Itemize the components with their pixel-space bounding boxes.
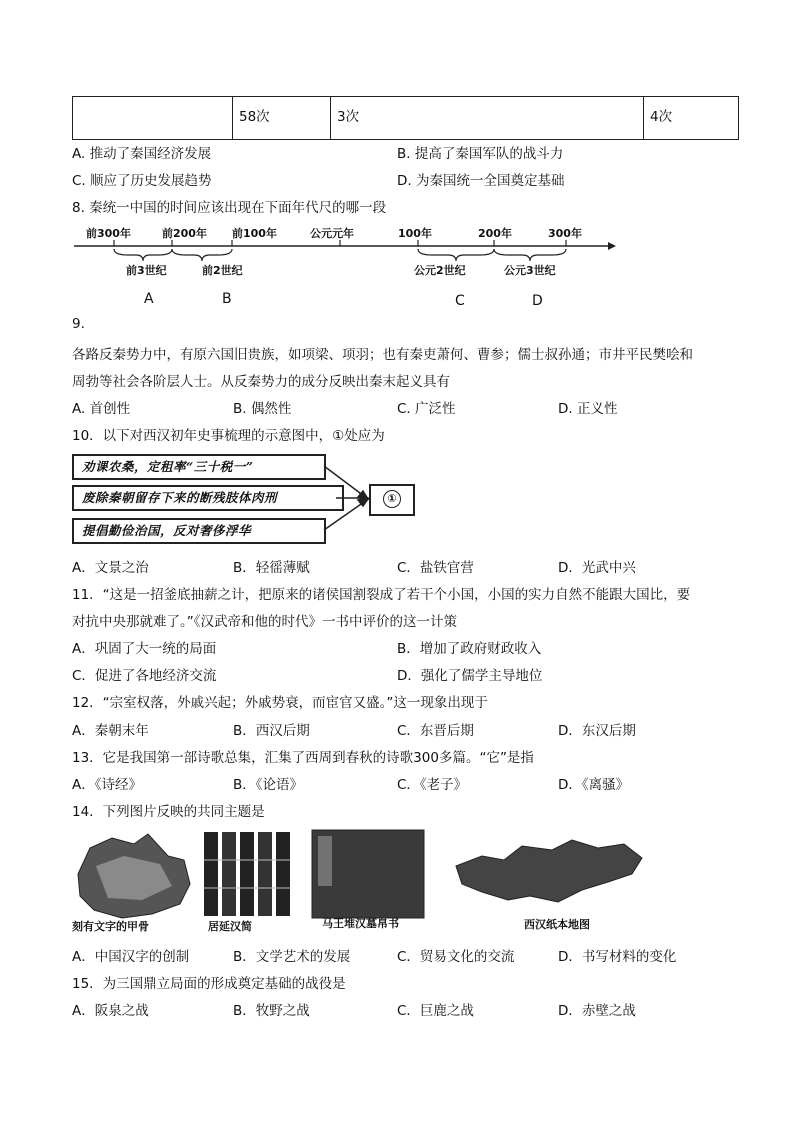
option-b: B．轻徭薄赋 — [233, 560, 310, 576]
option-a: A．巩固了大一统的局面 — [72, 641, 217, 657]
table-cell: 3次 — [331, 97, 644, 140]
option-c: C．促进了各地经济交流 — [72, 668, 217, 684]
option-d: D. 正义性 — [558, 401, 618, 417]
brace-label: 前3世纪 — [126, 264, 167, 277]
timeline-figure — [72, 222, 617, 310]
option-d: D．光武中兴 — [558, 560, 636, 576]
option-d: D．东汉后期 — [558, 723, 636, 739]
option-b: B．《论语》 — [233, 777, 304, 793]
brace — [418, 249, 494, 261]
option-b: B．增加了政府财政收入 — [397, 641, 542, 657]
brace-label: 公元2世纪 — [414, 264, 466, 277]
brace — [494, 249, 566, 261]
segment-letter: B — [222, 291, 232, 307]
data-table — [72, 96, 739, 140]
diagram-box-1: 劝课农桑，定租率“三十税一” — [72, 454, 326, 480]
arrow-line — [324, 466, 364, 496]
question-9-stem-1: 各路反秦势力中，有原六国旧贵族，如项梁、项羽；也有秦吏萧何、曹参；儒士叔孙通；市井平民樊哙和 — [72, 347, 693, 363]
option-b: B．西汉后期 — [233, 723, 310, 739]
question-15-stem: 15．为三国鼎立局面的形成奠定基础的战役是 — [72, 976, 346, 992]
option-c: C．巨鹿之战 — [397, 1003, 474, 1019]
option-c: C．贸易文化的交流 — [397, 949, 515, 965]
paper-map-image — [456, 840, 642, 902]
timeline-svg — [72, 222, 617, 310]
option-c: C．《老子》 — [397, 777, 468, 793]
option-c: C．东晋后期 — [397, 723, 474, 739]
brace-label: 公元3世纪 — [504, 264, 556, 277]
segment-letter: D — [532, 293, 543, 309]
picture-caption: 刻有文字的甲骨 — [72, 920, 149, 933]
tick-label: 100年 — [398, 227, 432, 240]
question-14-stem: 14．下列图片反映的共同主题是 — [72, 804, 265, 820]
question-11-stem-1: 11．“这是一招釜底抽薪之计，把原来的诸侯国割裂成了若干个小国，小国的实力自然不能跟大国比，要 — [72, 587, 691, 603]
option-c: C．盐铁官营 — [397, 560, 474, 576]
brace — [172, 249, 232, 261]
diagram-target-box — [369, 484, 415, 516]
option-d: D．强化了儒学主导地位 — [397, 668, 543, 684]
tick-label: 200年 — [478, 227, 512, 240]
picture-caption: 居延汉简 — [208, 920, 252, 933]
table-cell: 4次 — [644, 97, 739, 140]
table-cell: 58次 — [233, 97, 331, 140]
option-b: B．牧野之战 — [233, 1003, 310, 1019]
table-cell — [73, 97, 233, 140]
tick-label: 公元元年 — [310, 227, 354, 240]
question-12-stem: 12．“宗室权落，外戚兴起；外戚势衰，而宦官又盛。”这一现象出现于 — [72, 695, 488, 711]
segment-letter: A — [144, 291, 154, 307]
tick-label: 前100年 — [232, 227, 277, 240]
question-9-stem-2: 周勃等社会各阶层人士。从反秦势力的成分反映出秦末起义具有 — [72, 374, 450, 390]
option-a: A. 首创性 — [72, 401, 131, 417]
option-b: B. 偶然性 — [233, 401, 292, 417]
option-d: D．书写材料的变化 — [558, 949, 677, 965]
timeline-arrow — [608, 242, 616, 250]
brace — [114, 249, 172, 261]
picture-strip — [72, 826, 652, 934]
question-10-stem: 10．以下对西汉初年史事梳理的示意图中，①处应为 — [72, 428, 385, 444]
picture-caption: 马王堆汉墓帛书 — [322, 917, 399, 930]
option-b: B．文学艺术的发展 — [233, 949, 351, 965]
option-a: A．中国汉字的创制 — [72, 949, 190, 965]
option-c: C. 顺应了历史发展趋势 — [72, 173, 212, 189]
segment-letter: C — [455, 293, 465, 309]
silk-manuscript-highlight — [318, 836, 332, 886]
tick-label: 前200年 — [162, 227, 207, 240]
question-9-number: 9. — [72, 316, 85, 332]
question-13-stem: 13．它是我国第一部诗歌总集，汇集了西周到春秋的诗歌300多篇。“它”是指 — [72, 750, 534, 766]
option-d: D. 为秦国统一全国奠定基础 — [397, 173, 565, 189]
option-c: C. 广泛性 — [397, 401, 456, 417]
option-d: D．《离骚》 — [558, 777, 630, 793]
picture-caption: 西汉纸本地图 — [524, 918, 590, 931]
option-a: A．阪泉之战 — [72, 1003, 149, 1019]
option-a: A．文景之治 — [72, 560, 149, 576]
option-d: D．赤壁之战 — [558, 1003, 636, 1019]
table-row — [73, 97, 739, 140]
option-a: A. 推动了秦国经济发展 — [72, 146, 212, 162]
question-11-stem-2: 对抗中央那就难了。”《汉武帝和他的时代》一书中评价的这一计策 — [72, 614, 457, 630]
question-8-stem: 8. 秦统一中国的时间应该出现在下面年代尺的哪一段 — [72, 200, 387, 216]
tick-label: 300年 — [548, 227, 582, 240]
diagram-arrows — [320, 454, 372, 546]
arrow-line — [324, 502, 364, 530]
option-a: A．秦朝末年 — [72, 723, 149, 739]
option-b: B. 提高了秦国军队的战斗力 — [397, 146, 564, 162]
diagram-box-3: 提倡勤俭治国，反对奢侈浮华 — [72, 518, 326, 544]
option-a: A．《诗经》 — [72, 777, 142, 793]
bamboo-slips-image — [204, 832, 290, 916]
target-marker: ① — [383, 490, 401, 508]
brace-label: 前2世纪 — [202, 264, 243, 277]
diagram-box-2: 废除秦朝留存下来的断残肢体肉刑 — [72, 485, 344, 511]
tick-label: 前300年 — [86, 227, 131, 240]
